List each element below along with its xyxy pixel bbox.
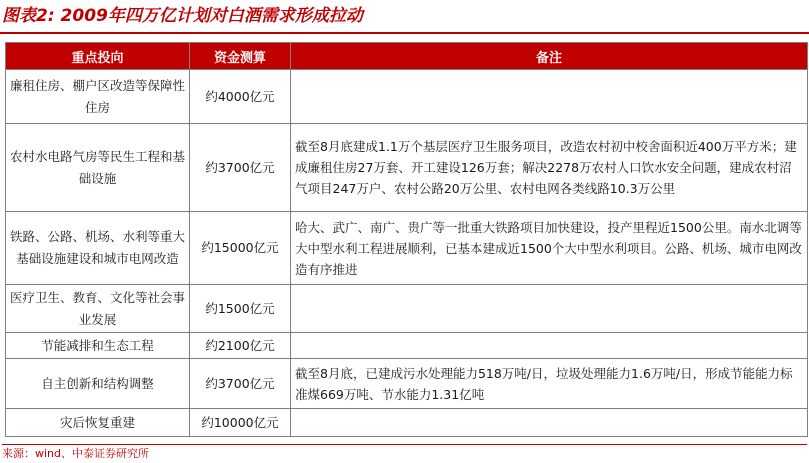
table-row (6, 359, 808, 409)
title-divider (0, 32, 809, 34)
cell-funding: 约15000亿元 (190, 212, 291, 285)
table-row (6, 285, 808, 333)
cell-note (291, 333, 808, 359)
header-funding: 资金测算 (190, 43, 291, 70)
cell-focus: 铁路、公路、机场、水利等重大基础设施建设和城市电网改造 (6, 212, 190, 285)
cell-note: 截至8月底建成1.1万个基层医疗卫生服务项目，改造农村初中校舍面积近400万平方米；建成廉租住房27万套、开工建设126万套；解决2278万农村人口饮水安全问题，建成农村沼气项目247万户、农村公路20万公里、农村电网各类线路10.3万公里 (291, 124, 808, 212)
cell-funding: 约2100亿元 (190, 333, 291, 359)
table-row (6, 212, 808, 285)
table-row (6, 70, 808, 124)
table-header-row (6, 43, 808, 70)
cell-funding: 约3700亿元 (190, 359, 291, 409)
investment-table (5, 42, 808, 437)
cell-focus: 节能减排和生态工程 (6, 333, 190, 359)
cell-note: 哈大、武广、南广、贵广等一批重大铁路项目加快建设，投产里程近1500公里。南水北调等大中型水利工程进展顺利，已基本建成近1500个大中型水利项目。公路、机场、城市电网改造有序推进 (291, 212, 808, 285)
cell-note: 截至8月底，已建成污水处理能力518万吨/日，垃圾处理能力1.6万吨/日，形成节能能力标准煤669万吨、节水能力1.31亿吨 (291, 359, 808, 409)
header-focus: 重点投向 (6, 43, 190, 70)
cell-note (291, 285, 808, 333)
cell-note (291, 409, 808, 437)
cell-funding: 约4000亿元 (190, 70, 291, 124)
cell-note (291, 70, 808, 124)
cell-focus: 医疗卫生、教育、文化等社会事业发展 (6, 285, 190, 333)
cell-focus: 廉租住房、棚户区改造等保障性住房 (6, 70, 190, 124)
cell-funding: 约3700亿元 (190, 124, 291, 212)
table-row (6, 409, 808, 437)
table-row (6, 124, 808, 212)
cell-funding: 约10000亿元 (190, 409, 291, 437)
cell-funding: 约1500亿元 (190, 285, 291, 333)
table-row (6, 333, 808, 359)
header-note: 备注 (291, 43, 808, 70)
cell-focus: 农村水电路气房等民生工程和基础设施 (6, 124, 190, 212)
source-note: 来源：wind、中泰证券研究所 (2, 444, 807, 462)
cell-focus: 自主创新和结构调整 (6, 359, 190, 409)
cell-focus: 灾后恢复重建 (6, 409, 190, 437)
figure-title: 图表2: 2009年四万亿计划对白酒需求形成拉动 (2, 6, 363, 26)
